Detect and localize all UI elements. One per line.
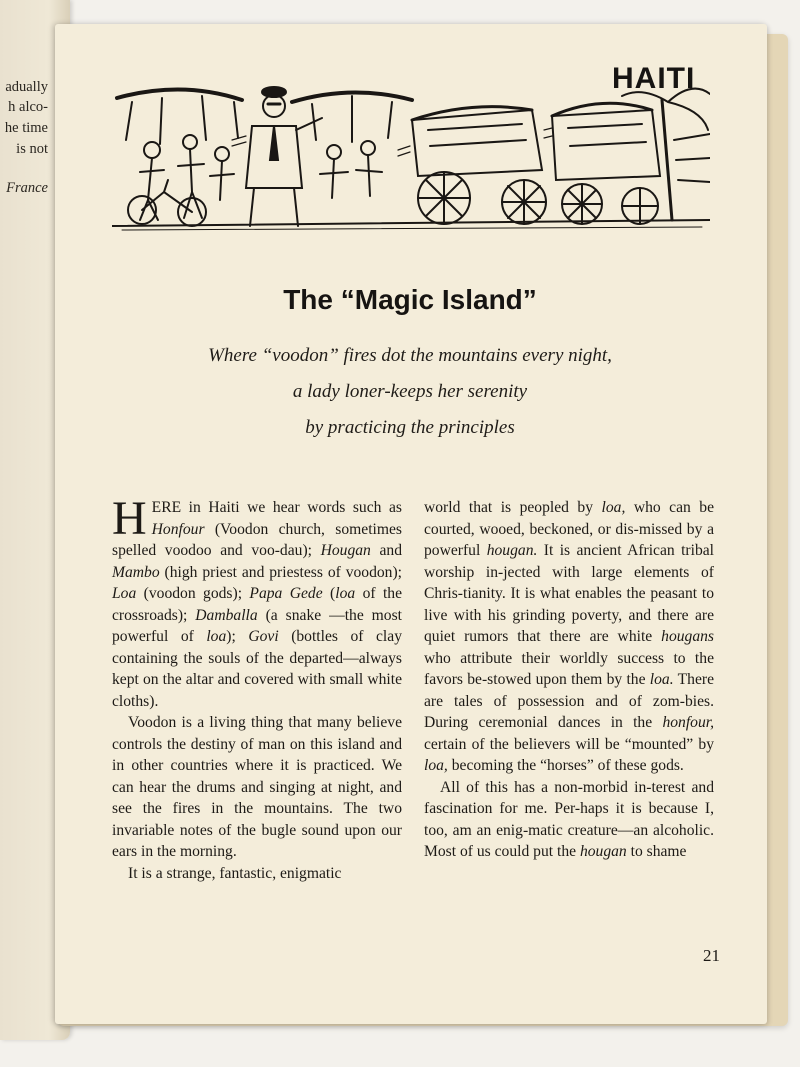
left-page-line: adually bbox=[5, 79, 48, 95]
text-run-italic: Loa bbox=[112, 585, 137, 602]
paragraph: Voodon is a living thing that many believe controls the destiny of man on this island and in other countries where it is practiced. We can hear the drums and singing at night, and see the fires in the mountains. The two invariable notes of the bugle sound upon our ears in the morning. bbox=[112, 714, 402, 860]
text-run-italic: Damballa bbox=[195, 606, 258, 624]
text-run-italic: loa, bbox=[601, 499, 626, 516]
text-run-italic: Hougan bbox=[320, 542, 371, 559]
text-run-italic: hougans bbox=[661, 628, 714, 645]
text-run: (high priest and priestess of voodon); bbox=[159, 563, 402, 581]
subtitle-line: Where “voodon” fires dot the mountains every night, bbox=[208, 345, 612, 366]
text-run-italic: Govi bbox=[248, 628, 279, 645]
text-run-italic: loa, bbox=[424, 757, 448, 774]
text-run: ( bbox=[322, 585, 336, 602]
text-run: who can be courted, wooed, beckoned, or dis-missed by a powerful bbox=[424, 499, 714, 559]
article-column-right bbox=[424, 497, 714, 863]
text-run: There are tales of possession and of zom-bies. During ceremonial dances in the bbox=[424, 671, 714, 731]
text-run-italic: loa. bbox=[649, 671, 674, 688]
left-page-line: h alco- bbox=[8, 99, 48, 115]
article-subtitle bbox=[60, 338, 760, 446]
paragraph bbox=[424, 497, 714, 777]
text-run: (a snake —the most powerful of bbox=[112, 606, 403, 645]
text-run: world that is peopled by bbox=[424, 499, 602, 516]
left-page-line: is not bbox=[16, 141, 48, 157]
text-run: in Haiti we hear words such as bbox=[181, 499, 402, 516]
text-run: becoming the “horses” of these gods. bbox=[447, 757, 684, 774]
text-run-italic: loa bbox=[206, 628, 227, 645]
text-run-italic: Papa Gede bbox=[249, 585, 323, 602]
subtitle-line: a lady loner-keeps her serenity bbox=[292, 381, 528, 402]
text-run: certain of the believers will be “mounted” by bbox=[424, 735, 714, 753]
paragraph bbox=[112, 492, 403, 712]
text-run: (bottles of clay containing the souls of the departed—always kept on the altar and covered with small white cloths). bbox=[112, 628, 402, 710]
text-run-italic: Mambo bbox=[112, 563, 160, 581]
paragraph bbox=[424, 777, 714, 863]
section-label: HAITI bbox=[612, 62, 696, 95]
text-run: (Voodon church, sometimes spelled voodoo and voo-dau); bbox=[112, 520, 402, 559]
page-number: 21 bbox=[703, 946, 720, 965]
paragraph: It is a strange, fantastic, enigmatic bbox=[128, 864, 342, 882]
street-scene-illustration-icon bbox=[112, 80, 710, 236]
text-run: All of this has a non-morbid in-terest and fascination for me. Per-haps it is because I, too, am an enig-matic creature—an alcoholic. Most of us could put the bbox=[424, 778, 714, 860]
left-page-line: France bbox=[6, 180, 48, 196]
text-run: and bbox=[370, 542, 403, 559]
text-run-italic: hougan bbox=[579, 843, 627, 860]
text-run: who attribute their worldly success to the favors be-stowed upon them by the bbox=[424, 649, 714, 688]
text-run: to shame bbox=[626, 843, 687, 860]
article-column-left bbox=[112, 492, 403, 884]
text-run-italic: honfour, bbox=[662, 714, 714, 731]
text-run-italic: Honfour bbox=[151, 520, 205, 538]
text-run-italic: hougan. bbox=[486, 542, 538, 559]
text-run: It is ancient African tribal worship in-jected with large elements of Chris-tianity. It is what enables the peasant to live with his grinding poverty, and there are quiet rumors that there are white bbox=[424, 542, 714, 645]
subtitle-line: by practicing the principles bbox=[305, 417, 515, 438]
article-title: The “Magic Island” bbox=[283, 284, 537, 315]
text-run: (voodon gods); bbox=[136, 585, 250, 602]
drop-cap: H bbox=[112, 492, 147, 545]
text-run-italic: loa bbox=[335, 585, 356, 602]
text-run: ); bbox=[226, 628, 249, 645]
text-run: ERE bbox=[151, 499, 182, 516]
left-page-line: he time bbox=[4, 120, 48, 136]
text-run: of the crossroads); bbox=[112, 585, 403, 624]
